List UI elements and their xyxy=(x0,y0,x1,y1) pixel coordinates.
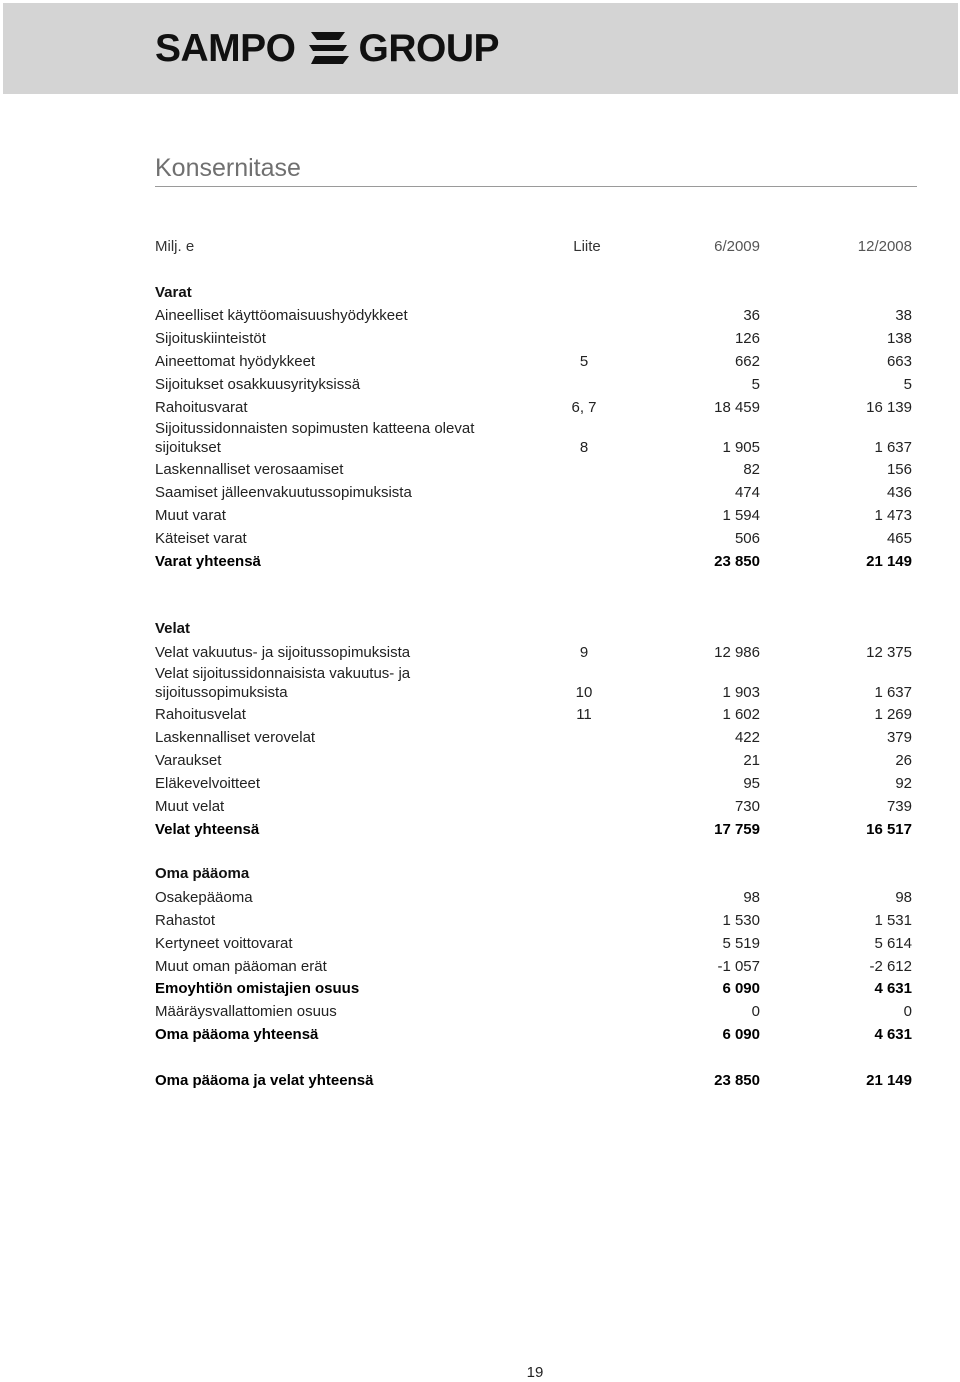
row-value-2009: 12 986 xyxy=(714,644,760,661)
row-value-2009: 5 519 xyxy=(722,935,760,952)
row-label: Sijoitussidonnaisten sopimusten katteena olevat sijoitukset xyxy=(155,420,475,456)
row-value-2009: 23 850 xyxy=(714,1072,760,1089)
row-value-2009: 662 xyxy=(734,353,760,370)
table-row xyxy=(155,749,912,772)
table-row xyxy=(155,527,912,550)
row-value-2009: 18 459 xyxy=(714,399,760,416)
row-value-2008: 5 614 xyxy=(874,935,912,952)
row-label: Rahoitusvelat xyxy=(155,706,246,723)
row-label: Muut varat xyxy=(155,507,226,524)
row-value-2009: 126 xyxy=(734,330,760,347)
row-value-2008: 739 xyxy=(886,798,912,815)
liabilities-total-row xyxy=(155,818,912,841)
row-label: Kertyneet voittovarat xyxy=(155,935,293,952)
row-note: 5 xyxy=(579,353,589,370)
row-value-2008: 156 xyxy=(886,461,912,478)
row-value-2009: 474 xyxy=(734,484,760,501)
row-label: Rahoitusvarat xyxy=(155,399,248,416)
row-value-2008: 379 xyxy=(886,729,912,746)
row-value-2008: -2 612 xyxy=(869,958,912,975)
row-value-2009: 98 xyxy=(743,889,760,906)
table-row xyxy=(155,419,912,459)
row-label: Rahastot xyxy=(155,912,216,929)
row-label: Sijoituskiinteistöt xyxy=(155,330,266,347)
period1-column-header: 6/2009 xyxy=(714,238,760,255)
row-note: 8 xyxy=(579,439,589,456)
equity-total-row xyxy=(155,1023,912,1046)
row-label: Aineelliset käyttöomaisuushyödykkeet xyxy=(155,307,408,324)
table-row xyxy=(155,1000,912,1023)
row-value-2008: 38 xyxy=(895,307,912,324)
title-divider xyxy=(155,186,917,187)
row-note: 9 xyxy=(579,644,589,661)
table-row xyxy=(155,304,912,327)
logo-text-right: GROUP xyxy=(358,27,500,70)
row-label: Emoyhtiön omistajien osuus xyxy=(155,980,360,997)
table-row xyxy=(155,726,912,749)
row-value-2008: 16 517 xyxy=(866,821,912,838)
row-label: Määräysvallattomien osuus xyxy=(155,1003,337,1020)
assets-total-row xyxy=(155,550,912,573)
row-value-2008: 436 xyxy=(886,484,912,501)
page-title: Konsernitase xyxy=(155,154,301,182)
table-row xyxy=(155,772,912,795)
row-value-2008: 465 xyxy=(886,530,912,547)
row-value-2008: 1 473 xyxy=(874,507,912,524)
row-label: Velat yhteensä xyxy=(155,821,260,838)
row-value-2009: 82 xyxy=(743,461,760,478)
logo-text-left: SAMPO xyxy=(155,27,296,70)
row-label: Laskennalliset verovelat xyxy=(155,729,316,746)
table-row xyxy=(155,932,912,955)
table-row xyxy=(155,458,912,481)
row-value-2008: 4 631 xyxy=(874,980,912,997)
row-value-2009: 1 530 xyxy=(722,912,760,929)
row-label: Velat sijoitussidonnaisista vakuutus- ja sijoitussopimuksista xyxy=(155,665,411,701)
row-label: Muut velat xyxy=(155,798,225,815)
table-row xyxy=(155,886,912,909)
row-value-2008: 5 xyxy=(903,376,912,393)
row-label: Velat vakuutus- ja sijoitussopimuksista xyxy=(155,644,411,661)
row-value-2008: 98 xyxy=(895,889,912,906)
table-row xyxy=(155,350,912,373)
page-number: 19 xyxy=(526,1364,544,1381)
row-value-2009: 730 xyxy=(734,798,760,815)
sampo-group-logo xyxy=(155,28,499,70)
row-value-2009: 6 090 xyxy=(722,980,760,997)
row-value-2009: 1 594 xyxy=(722,507,760,524)
row-value-2008: 1 269 xyxy=(874,706,912,723)
row-value-2009: 1 903 xyxy=(722,684,760,701)
note-column-header: Liite xyxy=(573,238,601,255)
row-value-2008: 1 531 xyxy=(874,912,912,929)
row-value-2008: 138 xyxy=(886,330,912,347)
row-value-2009: 1 602 xyxy=(722,706,760,723)
row-value-2009: 36 xyxy=(743,307,760,324)
row-value-2009: 422 xyxy=(734,729,760,746)
row-value-2009: 5 xyxy=(751,376,760,393)
table-row xyxy=(155,641,912,664)
row-label: Varaukset xyxy=(155,752,222,769)
row-label: Varat yhteensä xyxy=(155,553,261,570)
row-label: Muut oman pääoman erät xyxy=(155,958,327,975)
row-label: Saamiset jälleenvakuutussopimuksista xyxy=(155,484,412,501)
unit-header: Milj. e xyxy=(155,238,195,255)
table-row xyxy=(155,481,912,504)
row-value-2009: 21 xyxy=(743,752,760,769)
row-value-2009: 6 090 xyxy=(722,1026,760,1043)
row-label: Eläkevelvoitteet xyxy=(155,775,261,792)
table-row xyxy=(155,703,912,726)
sampo-emblem-icon xyxy=(305,28,351,70)
row-value-2008: 0 xyxy=(903,1003,912,1020)
table-row xyxy=(155,373,912,396)
row-label: Oma pääoma ja velat yhteensä xyxy=(155,1072,374,1089)
table-row xyxy=(155,664,912,704)
row-value-2008: 92 xyxy=(895,775,912,792)
table-row xyxy=(155,396,912,419)
row-value-2008: 21 149 xyxy=(866,1072,912,1089)
row-value-2009: 1 905 xyxy=(722,439,760,456)
row-note: 6, 7 xyxy=(571,399,597,416)
row-label: Käteiset varat xyxy=(155,530,247,547)
parent-owners-share-row xyxy=(155,977,912,1000)
period2-column-header: 12/2008 xyxy=(857,238,912,255)
row-value-2008: 16 139 xyxy=(866,399,912,416)
row-value-2009: -1 057 xyxy=(717,958,760,975)
row-label: Osakepääoma xyxy=(155,889,253,906)
row-label: Oma pääoma yhteensä xyxy=(155,1026,319,1043)
equity-heading: Oma pääoma xyxy=(155,865,250,882)
row-value-2009: 506 xyxy=(734,530,760,547)
row-value-2009: 17 759 xyxy=(714,821,760,838)
row-value-2008: 663 xyxy=(886,353,912,370)
table-row xyxy=(155,327,912,350)
table-row xyxy=(155,955,912,978)
row-note: 11 xyxy=(576,706,592,723)
assets-heading: Varat xyxy=(155,284,192,301)
row-note: 10 xyxy=(575,684,593,701)
row-value-2008: 21 149 xyxy=(866,553,912,570)
row-label: Sijoitukset osakkuusyrityksissä xyxy=(155,376,361,393)
row-label: Aineettomat hyödykkeet xyxy=(155,353,316,370)
row-value-2008: 1 637 xyxy=(874,439,912,456)
row-value-2008: 1 637 xyxy=(874,684,912,701)
row-value-2008: 26 xyxy=(895,752,912,769)
row-value-2008: 12 375 xyxy=(866,644,912,661)
row-value-2009: 95 xyxy=(743,775,760,792)
table-row xyxy=(155,795,912,818)
row-value-2009: 0 xyxy=(751,1003,760,1020)
row-value-2009: 23 850 xyxy=(714,553,760,570)
table-row xyxy=(155,909,912,932)
row-label: Laskennalliset verosaamiset xyxy=(155,461,344,478)
grand-total-row xyxy=(155,1069,912,1092)
liabilities-heading: Velat xyxy=(155,620,191,637)
table-row xyxy=(155,504,912,527)
row-value-2008: 4 631 xyxy=(874,1026,912,1043)
